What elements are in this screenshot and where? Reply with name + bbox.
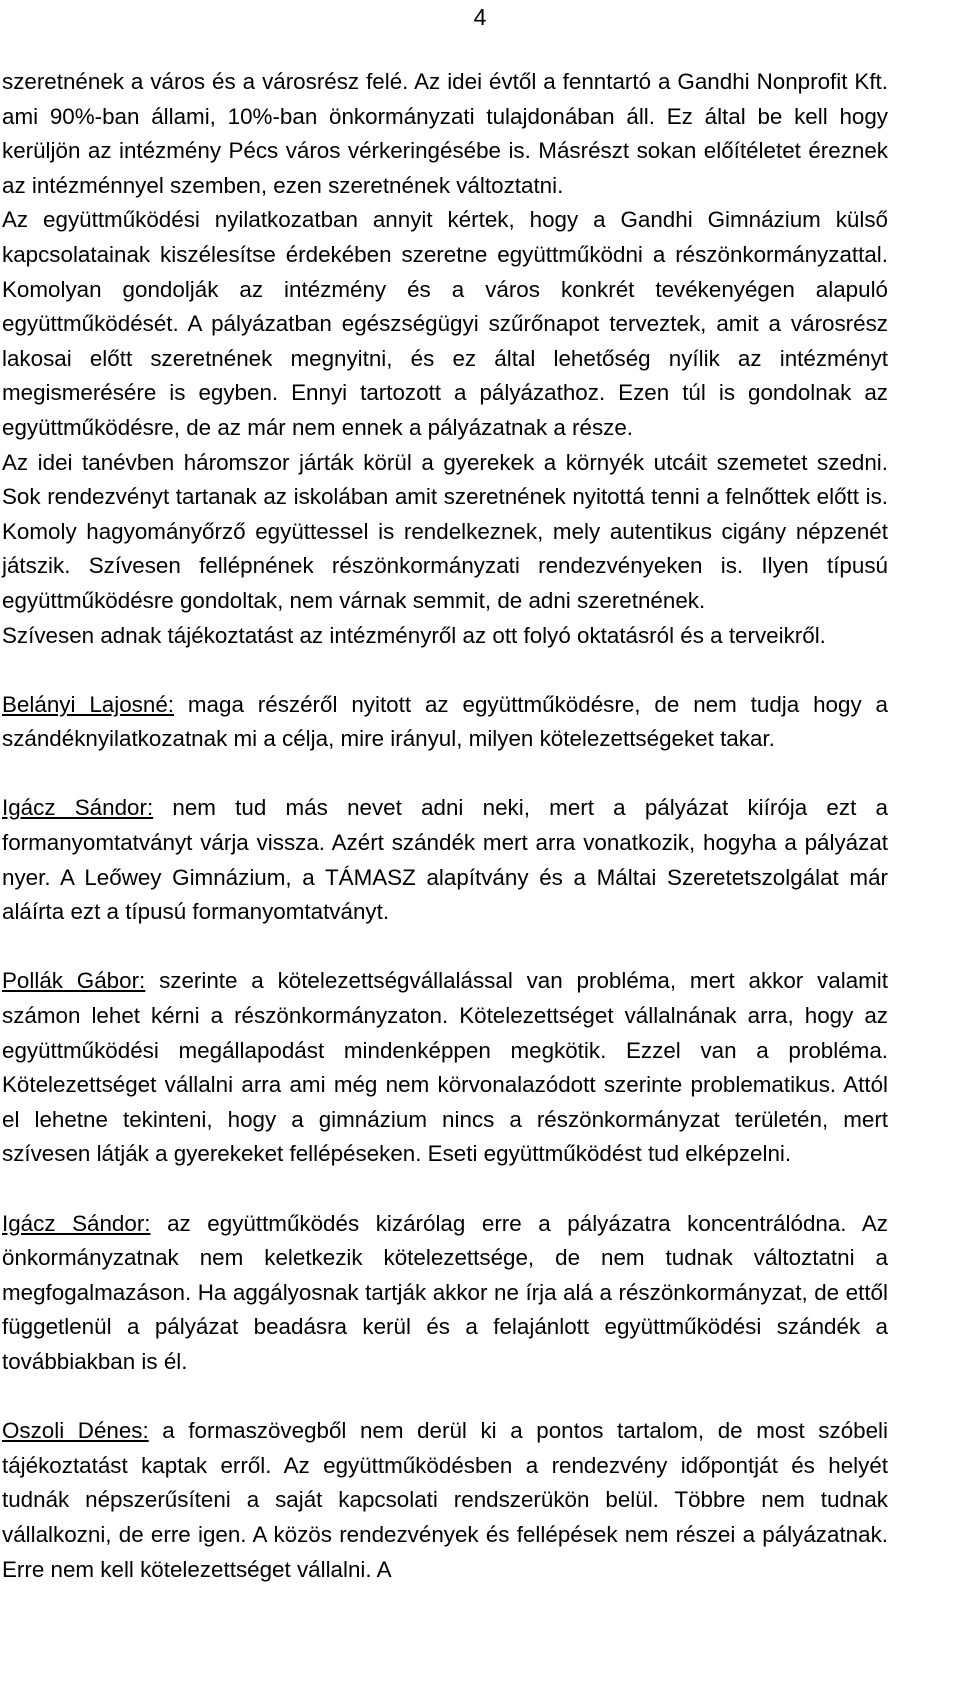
statement-text: a formaszövegből nem derül ki a pontos tartalom, de most szóbeli tájékoztatást kaptak erről. Az együttműködésben a rendezvény időpontját és helyét tudnák népszerűsíteni a saját kapcsolati rendszerükön belül. Többre nem tudnak vállalkozni, de erre igen. A közös rendezvények és fellépések nem részei a pályázatnak. Erre nem kell kötelezettséget vállalni. A <box>2 1418 889 1582</box>
statement-text: szerinte a kötelezettségvállalással van probléma, mert akkor valamit számon lehet kérni a részönkormányzaton. Kötelezettséget vállalnának arra, hogy az együttműködési megállapodást mindenképpen megkötik. Ezzel van a probléma. Kötelezettséget vállalni arra ami még nem körvonalazódott szerinte problematikus. Attól el lehetne tekinteni, hogy a gimnázium nincs a részönkormányzat területén, mert szívesen látják a gyerekeket fellépéseken. Eseti együttműködést tud elképzelni. <box>2 968 889 1167</box>
speaker-name: Igácz Sándor: <box>2 1210 151 1236</box>
statement-paragraph <box>2 791 888 929</box>
statement-text: maga részéről nyitott az együttműködésre, de nem tudja hogy a szándéknyilatkozatnak mi a célja, mire irányul, milyen kötelezettségeket takar. <box>2 691 888 752</box>
speaker-name: Belányi Lajosné: <box>2 691 174 717</box>
paragraph-intro-2: Az együttműködési nyilatkozatban annyit kértek, hogy a Gandhi Gimnázium külső kapcsolatainak kiszélesítse érdekében szeretne együttműködni a részönkormányzattal. Komolyan gondolják az intézmény és a város konkrét tevékenyégen alapuló együttműködését. A pályázatban egészségügyi szűrőnapot terveztek, amit a városrész lakosai előtt szeretnének megnyitni, és ez által lehetőség nyílik az intézményt megismerésére is egyben. Ennyi tartozott a pályázathoz. Ezen túl is gondolnak az együttműködésre, de az már nem ennek a pályázatnak a része. <box>2 207 888 440</box>
speaker-name: Oszoli Dénes: <box>2 1418 149 1444</box>
page-number: 4 <box>473 4 487 30</box>
paragraph-intro-3: Az idei tanévben háromszor járták körül a gyerekek a környék utcáit szemetet szedni. Sok rendezvényt tartanak az iskolában amit szeretnének nyitottá tenni a felnőttek előtt is. Komoly hagyományőrző együttessel is rendelkeznek, mely autentikus cigány népzenét játszik. Szívesen fellépnének részönkormányzati rendezvényeken is. Ilyen típusú együttműködésre gondoltak, nem várnak semmit, de adni szeretnének. <box>2 449 888 613</box>
document-body <box>2 65 888 1587</box>
statement-text: az együttműködés kizárólag erre a pályázatra koncentrálódna. Az önkormányzatnak nem keletkezik kötelezettsége, de nem tudnak változtatni a megfogalmazáson. Ha aggályosnak tartják akkor ne írja alá a részönkormányzat, de ettől függetlenül a pályázat beadásra kerül és a felajánlott együttműködési szándék a továbbiakban is él. <box>2 1210 888 1374</box>
statement-paragraph <box>2 964 888 1172</box>
paragraph-intro-1: szeretnének a város és a városrész felé. Az idei évtől a fenntartó a Gandhi Nonprofit Kft. ami 90%-ban állami, 10%-ban önkormányzati tulajdonában áll. Ez által be kell hogy kerüljön az intézmény Pécs város vérkeringésébe is. Másrészt sokan előítéletet éreznek az intézménnyel szemben, ezen szeretnének változtatni. <box>2 69 888 198</box>
statement-text: nem tud más nevet adni neki, mert a pályázat kiírója ezt a formanyomtatványt várja vissza. Azért szándék mert arra vonatkozik, hogyha a pályázat nyer. A Leőwey Gimnázium, a TÁMASZ alapítvány és a Máltai Szeretetszolgálat már aláírta ezt a típusú formanyomtatványt. <box>2 795 888 925</box>
speaker-name: Igácz Sándor: <box>2 795 154 821</box>
paragraph-intro-4: Szívesen adnak tájékoztatást az intézményről az ott folyó oktatásról és a terveikről. <box>2 622 826 648</box>
statement-paragraph <box>2 1207 888 1380</box>
statement-paragraph <box>2 1414 888 1587</box>
speaker-name: Pollák Gábor: <box>2 968 146 994</box>
statement-paragraph <box>2 688 888 757</box>
